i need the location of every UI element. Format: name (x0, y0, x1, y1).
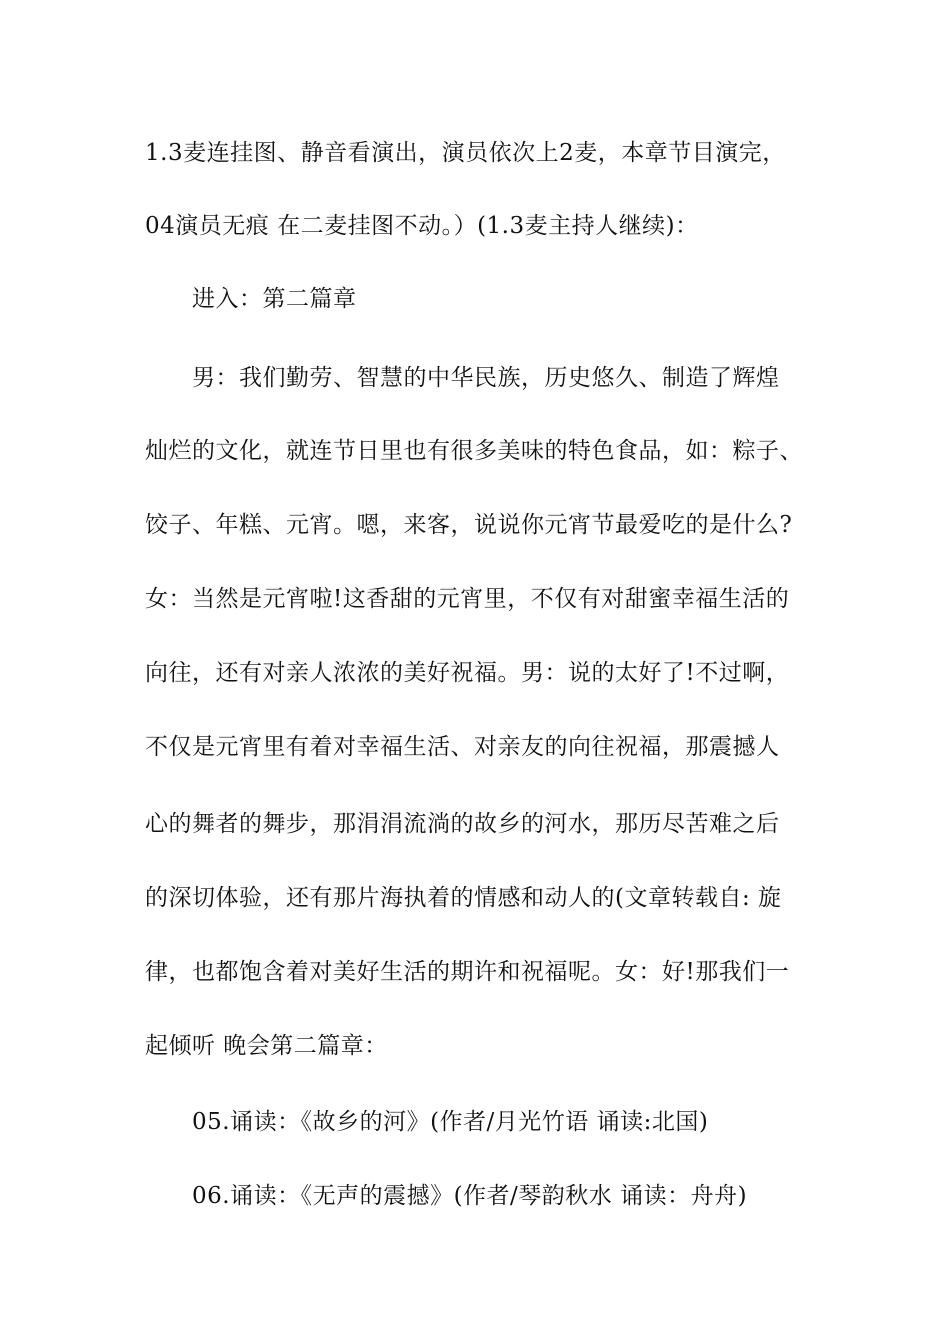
text-line: 04演员无痕 在二麦挂图不动。）(1.3麦主持人继续)： (145, 213, 699, 239)
text-line: 律，也都饱含着对美好生活的期许和祝福呢。女：好!那我们一 (145, 959, 790, 985)
text-line: 饺子、年糕、元宵。嗯，来客，说说你元宵节最爱吃的是什么? (145, 512, 793, 538)
program-item: 05.诵读：《故乡的河》(作者/月光竹语 诵读:北国) (192, 1109, 709, 1135)
section-heading: 进入：第二篇章 (192, 286, 357, 312)
text-line: 灿烂的文化，就连节日里也有很多美味的特色食品，如：粽子、 (145, 438, 803, 464)
text-line: 男：我们勤劳、智慧的中华民族，历史悠久、制造了辉煌 (192, 365, 780, 391)
text-line: 女：当然是元宵啦!这香甜的元宵里，不仅有对甜蜜幸福生活的 (145, 586, 790, 612)
text-line: 1.3麦连挂图、静音看演出，演员依次上2麦，本章节目演完， (145, 140, 786, 166)
program-item: 06.诵读：《无声的震撼》(作者/琴韵秋水 诵读：舟舟) (192, 1183, 748, 1209)
text-line: 心的舞者的舞步，那涓涓流淌的故乡的河水，那历尽苦难之后 (145, 811, 780, 837)
text-line: 向往，还有对亲人浓浓的美好祝福。男：说的太好了!不过啊， (145, 660, 790, 686)
text-line: 起倾听 晚会第二篇章： (145, 1033, 388, 1059)
text-line: 的深切体验，还有那片海执着的情感和动人的(文章转载自: 旋 (145, 885, 782, 911)
text-line: 不仅是元宵里有着对幸福生活、对亲友的向往祝福，那震撼人 (145, 734, 780, 760)
